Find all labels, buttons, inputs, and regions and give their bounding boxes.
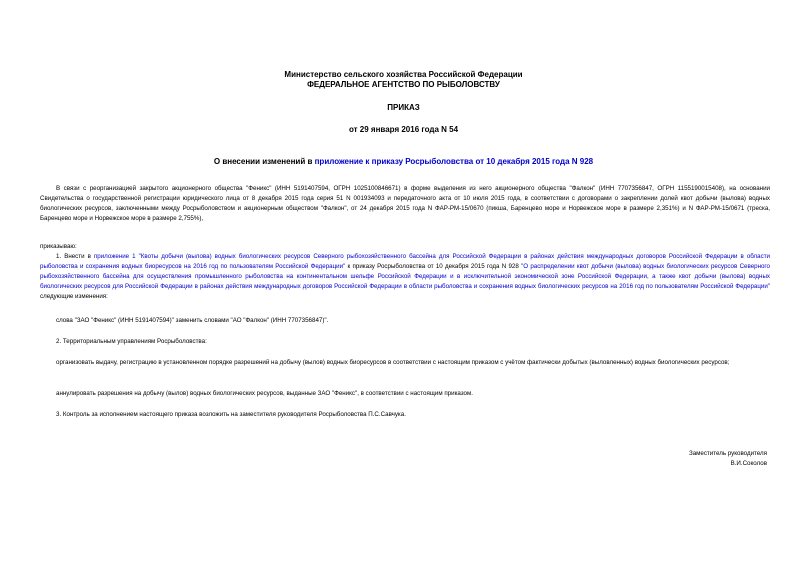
- item-1-prefix: 1. Внести в: [56, 253, 94, 260]
- replace-text: слова "ЗАО "Феникс" (ИНН 5191407594)" заменить словами "АО "Фалкон" (ИНН 7707356847)".: [56, 317, 329, 324]
- item-2a: организовать выдачу, регистрацию в установленном порядке разрешений на добычу (вылов) водных биоресурсов в соответствии с настоящим приказом с учётом фактически добытых (выловленных) водных биологических ресурсов;: [56, 359, 730, 366]
- item-1-order-link[interactable]: "О распределении квот добычи (вылова) водных биологических ресурсов Северного рыбохозяйственного бассейна для осуществления промышленного рыболовства на континентальном шельфе Российской Федерации и в исключительной экономической зоне Российской Федерации, а также квот добычи (вылова) водных биологических ресурсов для Российской Федерации в районах действия международных договоров Российской Федерации в области рыболовства и сохранения водных биологических ресурсов на 2016 год по пользователям Российской Федерации": [40, 263, 770, 290]
- agency-name: ФЕДЕРАЛЬНОЕ АГЕНТСТВО ПО РЫБОЛОВСТВУ: [307, 80, 500, 89]
- item-1: [40, 252, 770, 302]
- item-1-suffix: следующие изменения:: [40, 293, 108, 300]
- item-1-middle: к приказу Росрыболовства от 10 декабря 2015 года N 928: [345, 263, 522, 270]
- signature-position: Заместитель руководителя: [688, 450, 767, 457]
- item-2b: аннулировать разрешения на добычу (вылов) водных биологических ресурсов, выданные ЗАО "Феникс", в соответствии с настоящим приказом.: [56, 390, 473, 397]
- item-1-appendix-link[interactable]: приложение 1 "Квоты добычи (вылова) водных биологических ресурсов Северного рыбохозяйственного бассейна для Российской Федерации в районах действия международных договоров Российской Федерации в области рыболовства и сохранения водных биоресурсов на 2016 год по пользователям Российской Федерации": [40, 253, 770, 270]
- ministry-name: Министерство сельского хозяйства Российской Федерации: [284, 70, 523, 79]
- doc-title: [0, 157, 807, 167]
- doc-title-link[interactable]: приложение к приказу Росрыболовства от 10 декабря 2015 года N 928: [314, 157, 594, 166]
- signature-name: В.И.Соколов: [730, 460, 767, 467]
- preamble: В связи с реорганизацией закрытого акционерного общества "Феникс" (ИНН 5191407594, ОГРН 1025100846671) в форме выделения из него акционерного общества "Фалкон" (ИНН 7707356847, ОГРН 1155190015408), на основании Свидетельства о государственной регистрации юридического лица от 8 декабря 2015 года серия 51 N 001934093 и передаточного акта от 10 июля 2015 года, в соответствии с договорами о закреплении долей квот добычи (вылова) водных биологических ресурсов, заключенными между Росрыболовством и акционерным обществом "Фалкон", от 24 декабря 2015 года N ФАР-РМ-15/0670 (пикша, Баренцево море и Норвежское море в размере 2,351%) и N ФАР-РМ-15/0671 (треска, Баренцево море и Норвежское море в размере 2,755%),: [40, 185, 770, 222]
- order-word: приказываю:: [40, 243, 77, 250]
- doc-type: ПРИКАЗ: [387, 103, 420, 112]
- doc-date-number: от 29 января 2016 года N 54: [348, 125, 459, 134]
- doc-title-prefix: О внесении изменений в: [213, 157, 315, 166]
- item-3: 3. Контроль за исполнением настоящего приказа возложить на заместителя руководителя Росрыболовства П.С.Савчука.: [56, 411, 406, 418]
- item-2: 2. Территориальным управлениям Росрыболовства:: [56, 338, 207, 345]
